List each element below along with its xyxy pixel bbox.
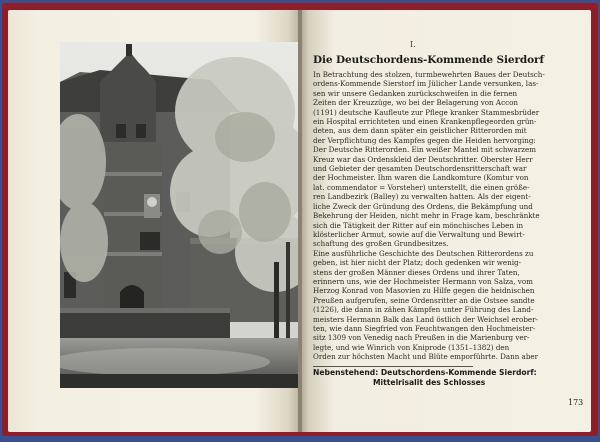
text-line: Eine ausführliche Geschichte des Deutschen Ritterordens zu — [313, 248, 534, 258]
text-line: Bekehrung der Heiden, nicht mehr in Frage kam, beschränkte — [313, 211, 540, 221]
text-line: erinnern uns, wie der Hochmeister Hermann von Salza, vom — [313, 276, 533, 286]
text-line: schaftung des großen Grundbesitzes. — [313, 239, 449, 249]
text-line: legte, und wie Winrich von Kniprode (1351–1382) den — [313, 342, 510, 352]
text-line: ein Hospital errichteten und einen Krankenpflegeorden grün- — [313, 117, 537, 127]
text-line: geben, ist hier nicht der Platz; doch gedenken wir wenig- — [313, 258, 521, 268]
body-paragraph — [313, 70, 585, 362]
text-line: stens der großen Männer dieses Ordens und ihrer Taten, — [313, 267, 520, 277]
text-line: Kreuz war das Ordenskleid der Deutschritter. Oberster Herr — [313, 154, 533, 164]
text-line: der Hochmeister. Ihm waren die Landkomture (Komtur von — [313, 173, 529, 183]
text-line: ren Landbezirk (Balley) zu verwalten hatten. Als der eigent- — [313, 192, 531, 202]
text-line: ordens-Kommende Sierstorf im Jülicher Lande versunken, las- — [313, 79, 539, 89]
text-line: Orden zur höchsten Macht und Blüte emporführte. Dann aber — [313, 352, 539, 362]
text-line: (1226), die dann in zähen Kämpfen unter Führung des Land- — [313, 305, 534, 315]
section-heading: Die Deutschordens-Kommende Sierdorf — [313, 54, 544, 66]
text-line: sen wir unsere Gedanken zurückschweifen in die fernen — [313, 88, 518, 98]
text-line: liche Zweck der Gründung des Ordens, die Bekämpfung und — [313, 201, 533, 211]
text-line: ten, wie dann Siegfried von Feuchtwangen den Hochmeister- — [313, 323, 536, 333]
book-gutter — [298, 10, 302, 432]
caption-line-2: Mittelrisalit des Schlosses — [373, 378, 486, 387]
text-line: und Gebieter der gesamten Deutschordensritterschaft war — [313, 164, 527, 174]
text-line: Preußen aufgerufen, seine Ordensritter an die Ostsee sandte — [313, 295, 535, 305]
text-line: meisters Hermann Balk das Land östlich der Weichsel erober- — [313, 314, 538, 324]
page-number: 173 — [568, 398, 584, 407]
text-line: deten, aus dem dann später ein geistlicher Ritterorden mit — [313, 126, 527, 136]
text-line: der Verpflichtung des Kampfes gegen die Heiden hervorging: — [313, 135, 536, 145]
caption-line-1: Nebenstehend: Deutschordens-Kommende Sierdorf: — [313, 368, 537, 377]
castle-photograph — [60, 42, 298, 388]
photo-caption — [313, 368, 583, 388]
text-line: Zeiten der Kreuzzüge, wo bei der Belagerung von Accon — [313, 98, 518, 108]
text-line: In Betrachtung des stolzen, turmbewehrten Baues der Deutsch- — [313, 70, 545, 79]
text-line: Der Deutsche Ritterorden. Ein weißer Mantel mit schwarzem — [313, 145, 536, 155]
text-line: sich die Tätigkeit der Ritter auf ein mönchisches Leben in — [313, 220, 524, 230]
text-line: Herzog Konrad von Masovien zu Hilfe gegen die heidnischen — [313, 286, 535, 296]
caption-divider — [313, 366, 473, 367]
text-line: klösterlicher Armut, sowie auf die Verwaltung und Bewirt- — [313, 229, 525, 239]
chapter-number: I. — [410, 40, 416, 49]
text-line: lat. commendator = Vorsteher) unterstellt, die einen größe- — [313, 182, 530, 192]
text-line: (1191) deutsche Kaufleute zur Pflege kranker Stammesbrüder — [313, 107, 540, 117]
text-line: sitz 1309 von Venedig nach Preußen in die Marienburg ver- — [313, 333, 530, 343]
